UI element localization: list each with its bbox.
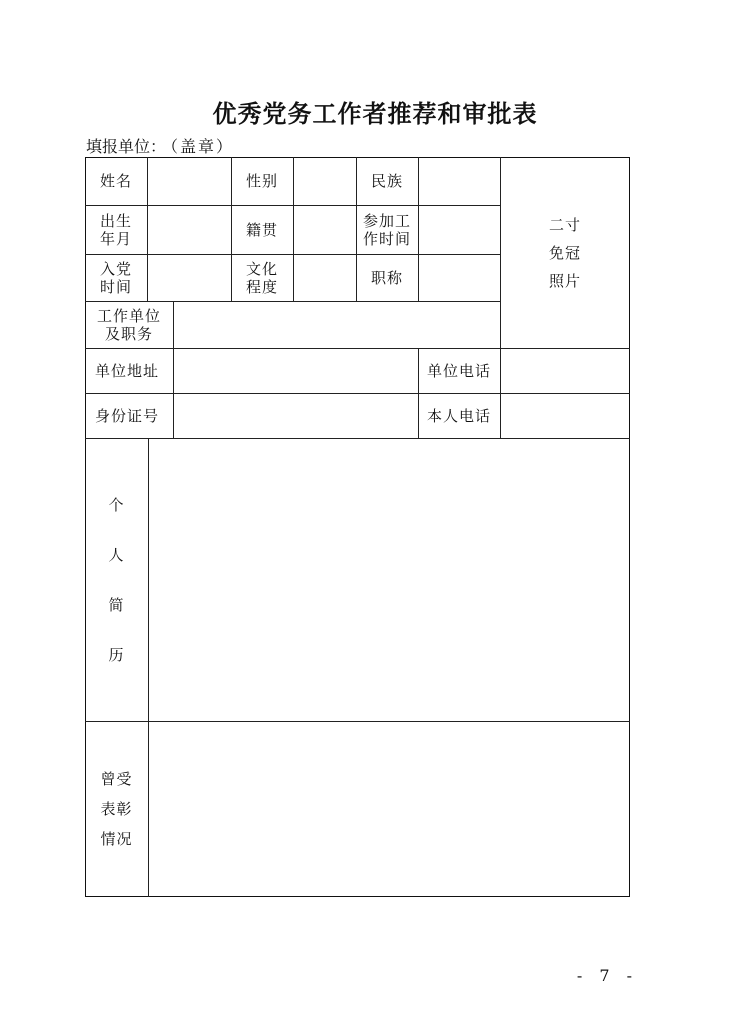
native-place-label: 籍贯 xyxy=(245,220,278,239)
resume-char-4: 历 xyxy=(108,645,125,664)
photo-text-3: 照片 xyxy=(548,271,581,290)
unit-phone-label: 单位电话 xyxy=(426,361,491,380)
photo-text-2: 免冠 xyxy=(548,243,581,262)
awards-line-1: 曾受 xyxy=(100,770,133,788)
resume-char-1: 个 xyxy=(108,495,125,514)
work-start-field[interactable] xyxy=(418,205,500,254)
unit-phone-field[interactable] xyxy=(500,348,630,393)
recommendation-form xyxy=(85,157,630,897)
workplace-position-label: 工作单位 及职务 xyxy=(96,306,161,343)
awards-field[interactable] xyxy=(148,721,630,897)
resume-label xyxy=(85,438,148,721)
personal-phone-field[interactable] xyxy=(500,393,630,438)
awards-line-3: 情况 xyxy=(100,830,133,848)
id-number-label: 身份证号 xyxy=(95,406,160,425)
education-field[interactable] xyxy=(293,254,356,301)
page-title: 优秀党务工作者推荐和审批表 xyxy=(212,99,538,128)
party-join-field[interactable] xyxy=(147,254,231,301)
reporting-unit-line xyxy=(86,134,234,157)
native-place-field[interactable] xyxy=(293,205,356,254)
id-number-field[interactable] xyxy=(173,393,418,438)
education-label: 文化 程度 xyxy=(245,259,278,296)
unit-address-label: 单位地址 xyxy=(95,361,160,380)
name-label: 姓名 xyxy=(99,172,132,190)
ethnicity-field[interactable] xyxy=(418,157,500,205)
birth-date-label: 出生 年月 xyxy=(99,211,132,248)
unit-address-field[interactable] xyxy=(173,348,418,393)
resume-char-2: 人 xyxy=(108,545,125,564)
professional-title-field[interactable] xyxy=(418,254,500,301)
page-number: - 7 - xyxy=(576,966,638,985)
work-start-label: 参加工 作时间 xyxy=(362,211,411,248)
resume-char-3: 简 xyxy=(108,595,125,614)
awards-label xyxy=(85,721,148,897)
ethnicity-label: 民族 xyxy=(370,172,403,190)
gender-field[interactable] xyxy=(293,157,356,205)
party-join-label: 入党 时间 xyxy=(99,259,132,296)
birth-date-field[interactable] xyxy=(147,205,231,254)
awards-line-2: 表彰 xyxy=(100,800,133,818)
resume-field[interactable] xyxy=(148,438,630,721)
personal-phone-label: 本人电话 xyxy=(426,406,491,425)
stamp-note: （盖章） xyxy=(170,137,235,156)
professional-title-label: 职称 xyxy=(370,268,403,287)
gender-label: 性别 xyxy=(245,172,278,190)
workplace-position-field[interactable] xyxy=(173,301,500,348)
reporting-unit-label: 填报单位： xyxy=(86,137,167,156)
name-field[interactable] xyxy=(147,157,231,205)
photo-text-1: 二寸 xyxy=(548,215,581,234)
photo-area[interactable] xyxy=(500,157,630,348)
